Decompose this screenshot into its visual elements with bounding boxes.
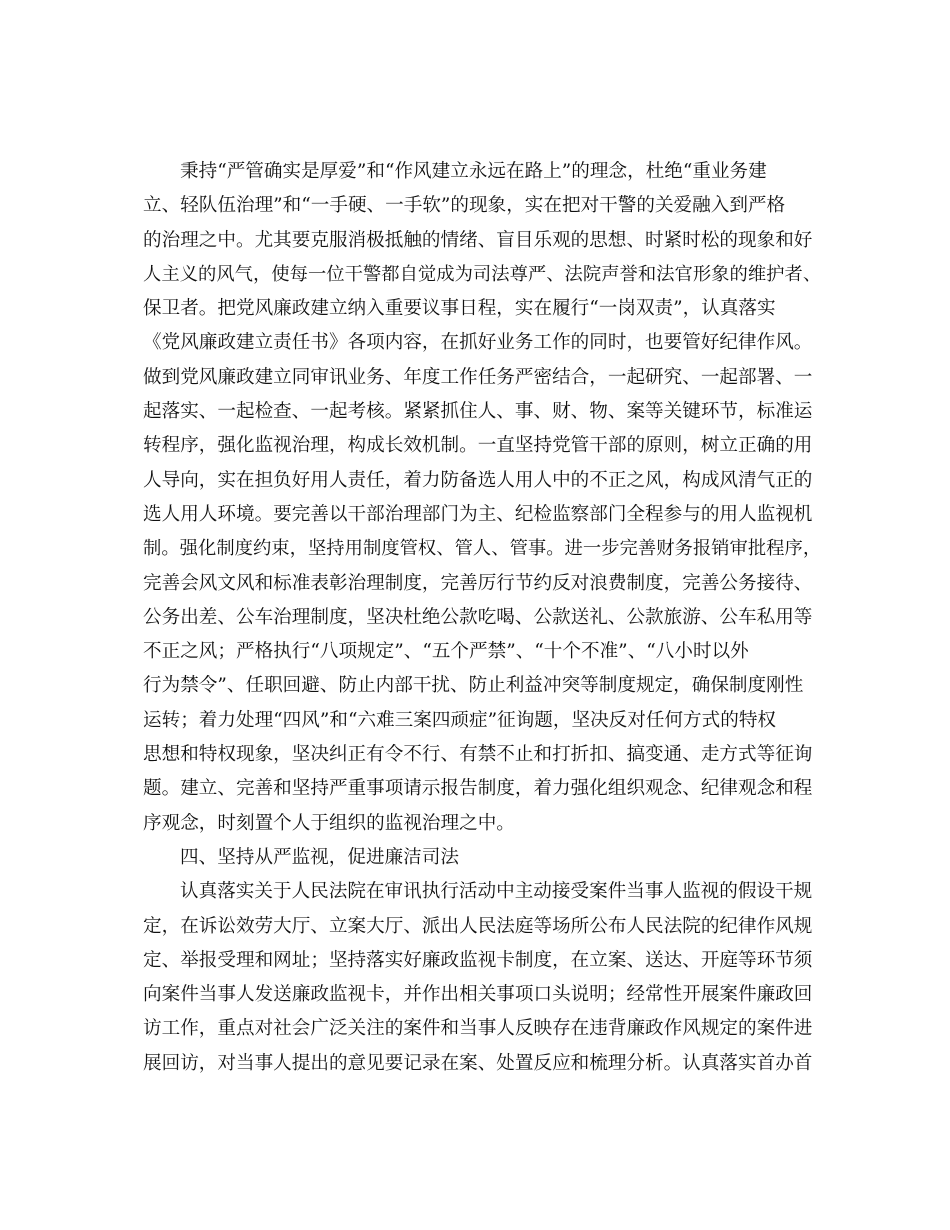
text-line: 认真落实关于人民法院在审讯执行活动中主动接受案件当事人监视的假设干规 [180, 881, 813, 903]
text-line: 做到党风廉政建立同审讯业务、年度工作任务严密结合，一起研究、一起部署、一 [143, 366, 813, 388]
text-line: 公务出差、公车治理制度，坚决杜绝公款吃喝、公款送礼、公款旅游、公车私用等 [143, 606, 813, 628]
text-line: 秉持“严管确实是厚爱”和“作风建立永远在路上”的理念，杜绝“重业务建 [180, 161, 767, 182]
text-line: 制。强化制度约束，坚持用制度管权、管人、管事。进一步完善财务报销审批程序， [143, 538, 822, 560]
text-line: 完善会风文风和标准表彰治理制度，完善厉行节约反对浪费制度，完善公务接待、 [143, 572, 813, 594]
text-line: 定，在诉讼效劳大厅、立案大厅、派出人民法庭等场所公布人民法院的纪律作风规 [143, 915, 813, 937]
text-line: 序观念，时刻置个人于组织的监视治理之中。 [143, 812, 515, 834]
document-body [143, 155, 821, 1081]
text-line: 选人用人环境。要完善以干部治理部门为主、纪检监察部门全程参与的用人监视机 [143, 503, 813, 525]
text-line: 访工作，重点对社会广泛关注的案件和当事人反映存在违背廉政作风规定的案件进 [143, 1018, 813, 1040]
text-line: 转程序，强化监视治理，构成长效机制。一直坚持党管干部的原则，树立正确的用 [143, 435, 813, 457]
text-line: 人导向，实在担负好用人责任，着力防备选人用人中的不正之风，构成风清气正的 [143, 469, 813, 491]
text-line: 运转；着力处理“四风”和“六难三案四顽症”征询题，坚决反对任何方式的特权 [143, 709, 777, 731]
text-line: 《党风廉政建立责任书》各项内容，在抓好业务工作的同时，也要管好纪律作风。 [143, 332, 813, 354]
text-line: 不正之风；严格执行“八项规定”、“五个严禁”、“十个不准”、“八小时以外 [143, 641, 749, 663]
text-line: 向案件当事人发送廉政监视卡，并作出相关事项口头说明；经常性开展案件廉政回 [143, 984, 813, 1006]
text-line: 思想和特权现象，坚决纠正有令不行、有禁不止和打折扣、搞变通、走方式等征询 [143, 744, 813, 766]
text-line: 行为禁令”、任职回避、防止内部干扰、防止利益冲突等制度规定，确保制度刚性 [143, 675, 804, 697]
text-line: 保卫者。把党风廉政建立纳入重要议事日程，实在履行“一岗双责”，认真落实 [143, 298, 776, 320]
text-line: 人主义的风气，使每一位干警都自觉成为司法尊严、法院声誉和法官形象的维护者、 [143, 263, 822, 285]
text-line: 四、坚持从严监视，促进廉洁司法 [180, 846, 459, 868]
text-line: 起落实、一起检查、一起考核。紧紧抓住人、事、财、物、案等关键环节，标准运 [143, 401, 813, 423]
text-line: 立、轻队伍治理”和“一手硬、一手软”的现象，实在把对干警的关爱融入到严格 [143, 195, 786, 217]
text-line: 定、举报受理和网址；坚持落实好廉政监视卡制度，在立案、送达、开庭等环节须 [143, 949, 813, 971]
text-line: 题。建立、完善和坚持严重事项请示报告制度，着力强化组织观念、纪律观念和程 [143, 778, 813, 800]
text-line: 的治理之中。尤其要克服消极抵触的情绪、盲目乐观的思想、时紧时松的现象和好 [143, 229, 813, 251]
text-line: 展回访，对当事人提出的意见要记录在案、处置反应和梳理分析。认真落实首办首 [143, 1052, 813, 1074]
